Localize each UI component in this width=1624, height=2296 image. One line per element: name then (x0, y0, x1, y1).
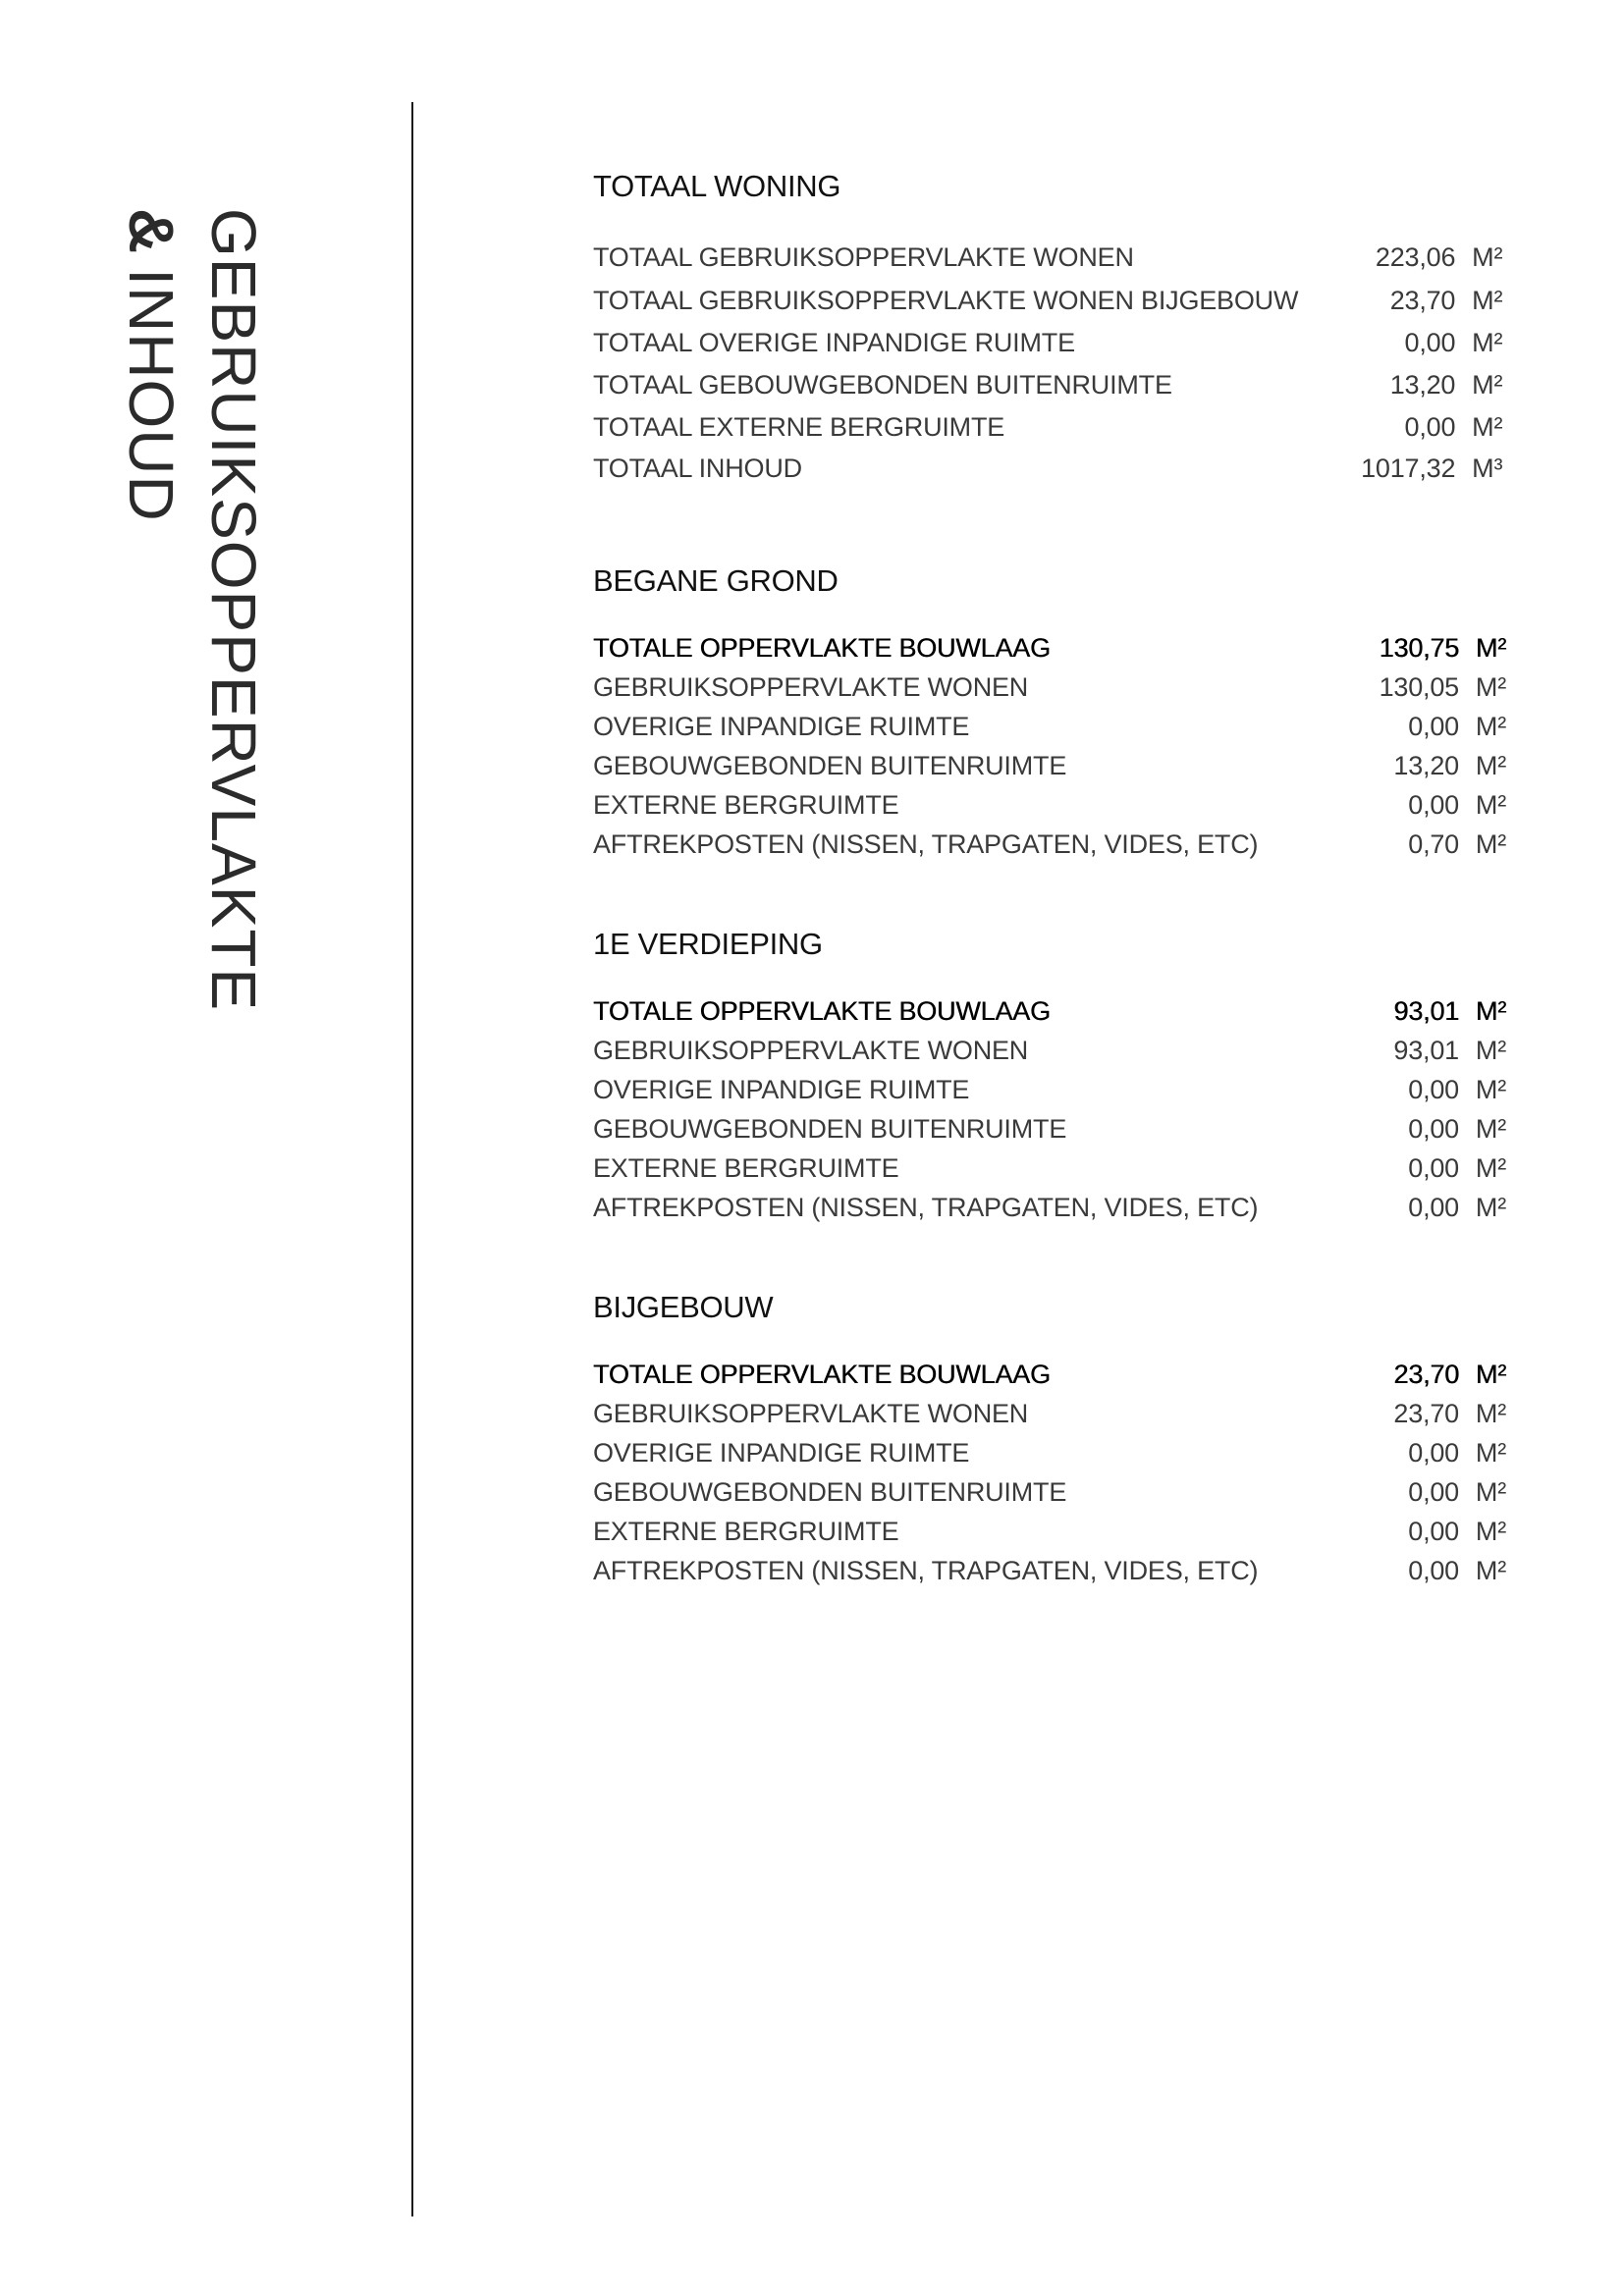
row-label: GEBOUWGEBONDEN BUITENRUIMTE (593, 1477, 1067, 1507)
section-bijgebouw (593, 1286, 1506, 1590)
section-heading: 1E VERDIEPING (593, 927, 823, 961)
row-label: GEBOUWGEBONDEN BUITENRUIMTE (593, 751, 1067, 780)
row-value: 0,00 (1408, 1477, 1459, 1507)
row-label: GEBRUIKSOPPERVLAKTE WONEN (593, 1036, 1029, 1065)
row-unit: M² (1475, 1438, 1506, 1468)
row-value: 0,00 (1408, 1556, 1459, 1585)
row-unit: M² (1472, 370, 1503, 400)
row-unit: M² (1475, 1153, 1506, 1183)
row-value: 0,70 (1408, 829, 1459, 859)
table-row (593, 322, 1502, 364)
section-1e-verdieping (593, 923, 1506, 1227)
section-begane-grond (593, 560, 1506, 864)
table-row-total (593, 628, 1506, 667)
row-label: OVERIGE INPANDIGE RUIMTE (593, 712, 970, 741)
row-label: EXTERNE BERGRUIMTE (593, 1153, 899, 1183)
row-label: AFTREKPOSTEN (NISSEN, TRAPGATEN, VIDES, ETC) (593, 1556, 1259, 1585)
row-unit: M² (1475, 712, 1506, 741)
row-label: TOTAAL GEBRUIKSOPPERVLAKTE WONEN BIJGEBOUW (593, 286, 1299, 315)
row-label: TOTAAL INHOUD (593, 454, 802, 483)
row-value: 0,00 (1408, 1153, 1459, 1183)
row-label: TOTAAL GEBRUIKSOPPERVLAKTE WONEN (593, 242, 1134, 272)
section-heading: BIJGEBOUW (593, 1290, 774, 1324)
row-label: AFTREKPOSTEN (NISSEN, TRAPGATEN, VIDES, ETC) (593, 829, 1259, 859)
table-row (593, 825, 1506, 864)
side-title-line1: GEBRUIKSOPPERVLAKTE (198, 208, 269, 1012)
row-value: 13,20 (1393, 751, 1459, 780)
row-unit: M² (1472, 412, 1503, 442)
table-row (593, 1070, 1506, 1109)
table-row (593, 448, 1502, 489)
section-heading: TOTAAL WONING (593, 169, 841, 203)
table-row (593, 707, 1506, 746)
row-value: 0,00 (1408, 790, 1459, 820)
row-unit: M² (1475, 1399, 1506, 1428)
row-value: 1017,32 (1361, 454, 1456, 483)
row-value: 23,70 (1389, 286, 1456, 315)
row-label: AFTREKPOSTEN (NISSEN, TRAPGATEN, VIDES, ETC) (593, 1193, 1259, 1222)
side-title-line2-text: INHOUD (116, 268, 187, 522)
table-row (593, 1148, 1506, 1188)
row-label: TOTALE OPPERVLAKTE BOUWLAAG (593, 996, 1051, 1026)
section-totaal-woning (593, 165, 1502, 489)
row-unit: M² (1475, 633, 1506, 663)
table-row (593, 1394, 1506, 1433)
row-unit: M² (1475, 1114, 1506, 1144)
table-row (593, 1109, 1506, 1148)
row-label: TOTALE OPPERVLAKTE BOUWLAAG (593, 1360, 1051, 1389)
row-value: 0,00 (1408, 712, 1459, 741)
row-value: 93,01 (1393, 1036, 1459, 1065)
table-row (593, 1512, 1506, 1551)
table-row (593, 667, 1506, 707)
table-row (593, 279, 1502, 322)
table-row (593, 746, 1506, 785)
table-row (593, 1031, 1506, 1070)
row-unit: M² (1475, 1556, 1506, 1585)
table-row (593, 364, 1502, 406)
row-value: 0,00 (1404, 412, 1456, 442)
row-value: 23,70 (1393, 1399, 1459, 1428)
row-value: 0,00 (1408, 1075, 1459, 1104)
row-unit: M² (1475, 751, 1506, 780)
section-heading: BEGANE GROND (593, 563, 839, 598)
table-row (593, 785, 1506, 825)
row-label: GEBOUWGEBONDEN BUITENRUIMTE (593, 1114, 1067, 1144)
row-unit: M² (1475, 829, 1506, 859)
row-label: TOTAAL EXTERNE BERGRUIMTE (593, 412, 1005, 442)
table-row (593, 1433, 1506, 1472)
row-value: 93,01 (1393, 996, 1459, 1026)
table-row (593, 1188, 1506, 1227)
row-label: TOTAAL OVERIGE INPANDIGE RUIMTE (593, 328, 1075, 357)
row-unit: M² (1475, 1517, 1506, 1546)
row-label: GEBRUIKSOPPERVLAKTE WONEN (593, 672, 1029, 702)
row-value: 130,75 (1379, 633, 1459, 663)
row-value: 0,00 (1404, 328, 1456, 357)
row-value: 0,00 (1408, 1438, 1459, 1468)
row-unit: M² (1475, 996, 1506, 1026)
row-value: 0,00 (1408, 1193, 1459, 1222)
row-unit: M² (1475, 1036, 1506, 1065)
row-unit: M² (1472, 242, 1503, 272)
row-unit: M² (1472, 328, 1503, 357)
side-title-line2 (110, 208, 192, 522)
vertical-divider (411, 102, 413, 2216)
row-label: OVERIGE INPANDIGE RUIMTE (593, 1075, 970, 1104)
row-label: TOTAAL GEBOUWGEBONDEN BUITENRUIMTE (593, 370, 1172, 400)
row-unit: M² (1475, 1193, 1506, 1222)
row-label: EXTERNE BERGRUIMTE (593, 1517, 899, 1546)
table-row (593, 236, 1502, 279)
row-value: 130,05 (1379, 672, 1459, 702)
table-row-total (593, 991, 1506, 1031)
side-title (110, 208, 275, 1011)
row-unit: M² (1472, 286, 1503, 315)
row-label: GEBRUIKSOPPERVLAKTE WONEN (593, 1399, 1029, 1428)
table-row (593, 1472, 1506, 1512)
row-label: TOTALE OPPERVLAKTE BOUWLAAG (593, 633, 1051, 663)
row-value: 23,70 (1393, 1360, 1459, 1389)
row-value: 0,00 (1408, 1517, 1459, 1546)
row-unit: M² (1475, 790, 1506, 820)
row-unit: M² (1475, 672, 1506, 702)
side-title-ampersand: & (116, 208, 187, 255)
row-unit: M² (1475, 1360, 1506, 1389)
table-row (593, 406, 1502, 448)
table-row (593, 1551, 1506, 1590)
row-unit: M² (1475, 1075, 1506, 1104)
row-value: 0,00 (1408, 1114, 1459, 1144)
row-unit: M³ (1472, 454, 1503, 483)
row-value: 223,06 (1375, 242, 1456, 272)
row-label: EXTERNE BERGRUIMTE (593, 790, 899, 820)
table-row-total (593, 1355, 1506, 1394)
row-unit: M² (1475, 1477, 1506, 1507)
side-title-block (110, 208, 275, 1011)
row-value: 13,20 (1389, 370, 1456, 400)
row-label: OVERIGE INPANDIGE RUIMTE (593, 1438, 970, 1468)
